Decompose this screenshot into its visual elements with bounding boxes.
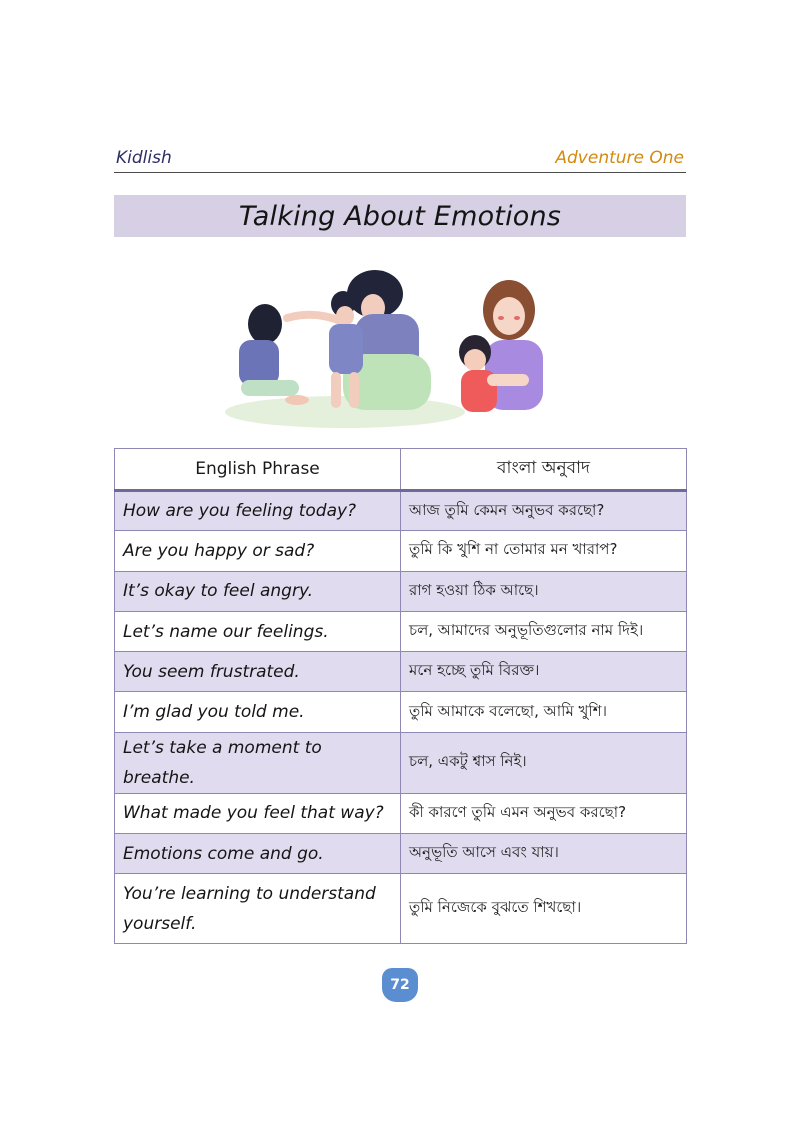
table-row: [115, 793, 687, 833]
table-row: [115, 531, 687, 571]
bangla-translation: রাগ হওয়া ঠিক আছে।: [401, 571, 687, 611]
page-number: 72: [390, 977, 410, 993]
brand-name: Kidlish: [116, 148, 172, 168]
table-row: [115, 692, 687, 732]
bangla-translation: তুমি আমাকে বলেছো, আমি খুশি।: [401, 692, 687, 732]
family-comforting-children-illustration: [225, 262, 575, 434]
table-header-row: [115, 449, 687, 491]
english-phrase: Emotions come and go.: [115, 834, 401, 874]
header-bangla: বাংলা অনুবাদ: [401, 449, 687, 491]
section-name: Adventure One: [555, 148, 684, 168]
phrase-table: [114, 448, 687, 944]
table-row: [115, 611, 687, 651]
bangla-translation: তুমি নিজেকে বুঝতে শিখছো।: [401, 874, 687, 944]
english-phrase: Let’s take a moment to breathe.: [115, 732, 401, 793]
table-row: [115, 874, 687, 944]
table-row: [115, 834, 687, 874]
english-phrase: How are you feeling today?: [115, 491, 401, 531]
table-row: [115, 571, 687, 611]
bangla-translation: অনুভূতি আসে এবং যায়।: [401, 834, 687, 874]
table-row: [115, 491, 687, 531]
english-phrase: I’m glad you told me.: [115, 692, 401, 732]
english-phrase: You seem frustrated.: [115, 652, 401, 692]
table-row: [115, 652, 687, 692]
english-phrase: It’s okay to feel angry.: [115, 571, 401, 611]
english-phrase: Let’s name our feelings.: [115, 611, 401, 651]
bangla-translation: চল, একটু শ্বাস নিই।: [401, 732, 687, 793]
page-header: [114, 146, 686, 173]
bangla-translation: চল, আমাদের অনুভূতিগুলোর নাম দিই।: [401, 611, 687, 651]
page-number-badge: [382, 968, 418, 1002]
bangla-translation: মনে হচ্ছে তুমি বিরক্ত।: [401, 652, 687, 692]
page-title: Talking About Emotions: [238, 200, 562, 232]
english-phrase: What made you feel that way?: [115, 793, 401, 833]
english-phrase: You’re learning to understand yourself.: [115, 874, 401, 944]
bangla-translation: তুমি কি খুশি না তোমার মন খারাপ?: [401, 531, 687, 571]
title-band: [114, 195, 686, 237]
english-phrase: Are you happy or sad?: [115, 531, 401, 571]
bangla-translation: কী কারণে তুমি এমন অনুভব করছো?: [401, 793, 687, 833]
table-row: [115, 732, 687, 793]
header-english: English Phrase: [115, 449, 401, 491]
bangla-translation: আজ তুমি কেমন অনুভব করছো?: [401, 491, 687, 531]
